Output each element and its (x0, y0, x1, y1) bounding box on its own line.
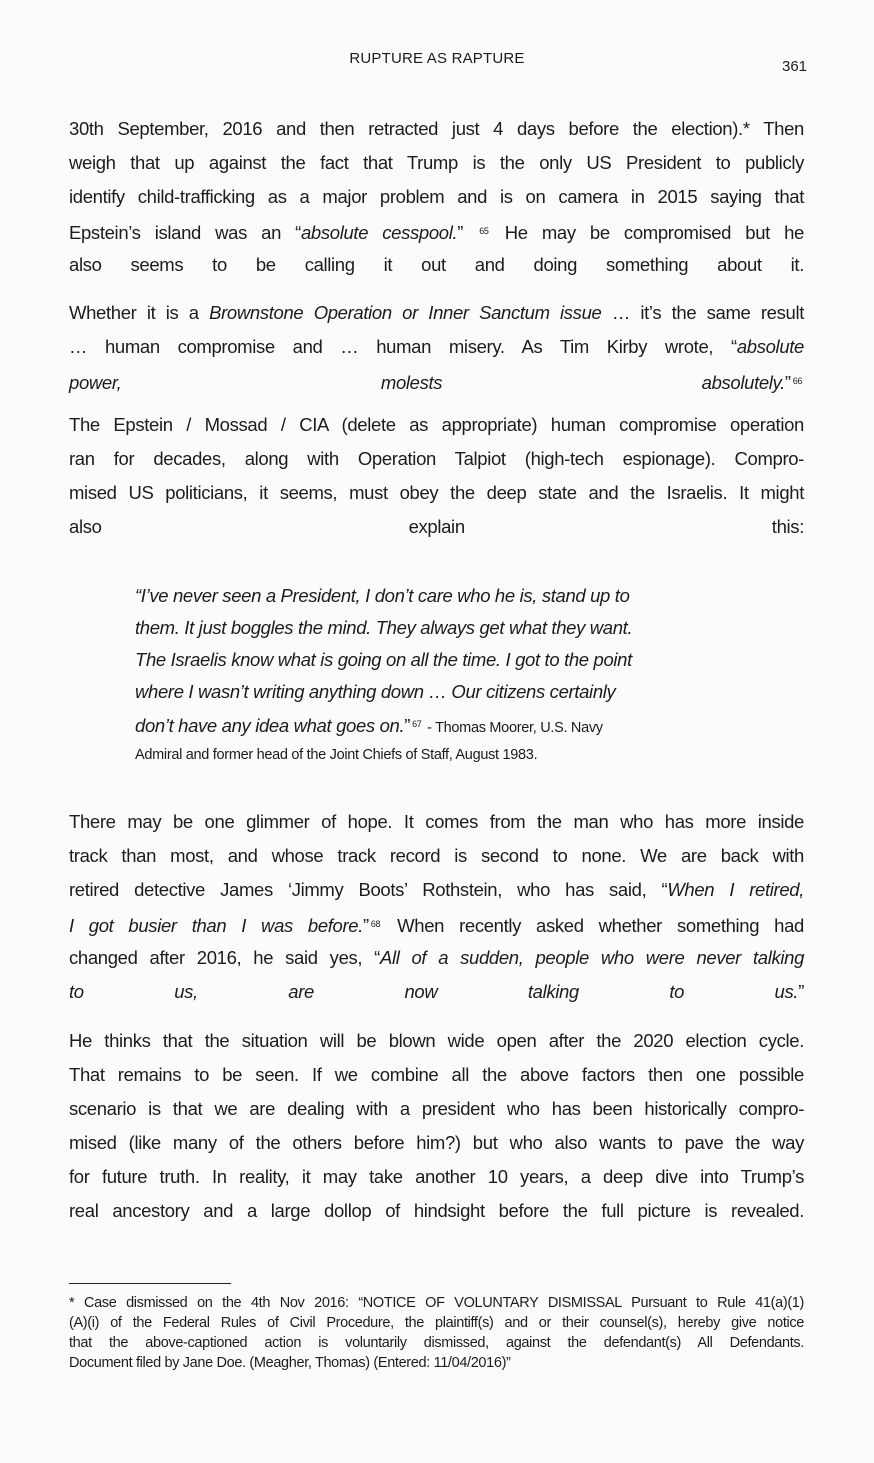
footnote-ref: 68 (370, 919, 381, 929)
text-run: Epstein’s island was an “ (69, 222, 301, 243)
text-run: The Epstein / Mossad / CIA (delete as appropriate) human compromise operation (69, 414, 804, 435)
text-line (69, 296, 804, 330)
text-line (69, 1058, 804, 1092)
text-run: ” (404, 715, 411, 736)
text-run: track than most, and whose track record is second to none. We are back with (69, 845, 804, 866)
footnote-ref: 67 (412, 719, 422, 729)
footnote (69, 1293, 804, 1373)
text-run: There may be one glimmer of hope. It comes from the man who has more inside (69, 811, 804, 832)
text-run: … it’s the same result (601, 302, 804, 323)
text-line (69, 1024, 804, 1058)
text-line (69, 839, 804, 873)
text-run: changed after 2016, he said yes, “ (69, 947, 380, 968)
text-run: mised US politicians, it seems, must obey the deep state and the Israelis. It might (69, 482, 804, 503)
text-run: ” (798, 981, 804, 1002)
text-line (69, 364, 804, 398)
text-run: also explain this: (69, 516, 804, 537)
text-run: ran for decades, along with Operation Talpiot (high-tech espionage). Compro- (69, 448, 804, 469)
text-run: power, molests absolutely. (69, 372, 785, 393)
text-run: That remains to be seen. If we combine all the above factors then one possible (69, 1064, 804, 1085)
paragraph (69, 112, 804, 282)
paragraph (69, 805, 804, 1009)
text-run: ” (784, 372, 791, 393)
text-line (69, 941, 804, 975)
text-line (69, 1194, 804, 1228)
text-run: ” (363, 915, 369, 936)
text-run: When recently asked whether something had (382, 915, 804, 936)
text-run: absolute cesspool. (300, 222, 458, 243)
text-line (69, 1353, 804, 1373)
text-run: All of a sudden, people who were never talking (380, 947, 805, 968)
text-run: where I wasn’t writing anything down … Our citizens certainly (135, 681, 616, 702)
text-run: … human compromise and … human misery. As Tim Kirby wrote, “ (69, 336, 737, 357)
text-line (69, 805, 804, 839)
text-line (69, 1092, 804, 1126)
text-line (135, 644, 735, 676)
text-line (135, 708, 735, 740)
running-header: RUPTURE AS RAPTURE (349, 50, 525, 67)
text-line (69, 146, 804, 180)
text-run: When I retired, (667, 879, 804, 900)
text-run: that the above-captioned action is voluntarily dismissed, against the defendant(s) All Defendants. (69, 1335, 804, 1351)
text-line (69, 907, 804, 941)
text-line (69, 1126, 804, 1160)
text-run: also seems to be calling it out and doing something about it. (69, 254, 804, 275)
text-run: - Thomas Moorer, U.S. Navy (423, 720, 603, 736)
text-run: He may be compromised but he (490, 222, 804, 243)
text-run: The Israelis know what is going on all the time. I got to the point (135, 649, 632, 670)
text-run: Document filed by Jane Doe. (Meagher, Thomas) (Entered: 11/04/2016)” (69, 1355, 511, 1371)
text-run: identify child-trafficking as a major problem and is on camera in 2015 saying that (69, 186, 804, 207)
text-line (135, 676, 735, 708)
footnote-ref: 66 (792, 376, 802, 386)
text-line (69, 408, 804, 442)
text-line (69, 112, 804, 146)
text-run: Whether it is a (69, 302, 210, 323)
paragraph (69, 296, 804, 398)
text-line (69, 873, 804, 907)
text-run: them. It just boggles the mind. They always get what they want. (135, 617, 633, 638)
text-run: 30th September, 2016 and then retracted just 4 days before the election).* Then (69, 118, 804, 139)
text-run: ” (457, 222, 478, 243)
text-line (69, 1160, 804, 1194)
text-line (69, 180, 804, 214)
text-run: “I’ve never seen a President, I don’t care who he is, stand up to (135, 585, 630, 606)
text-run: mised (like many of the others before him?) but who also wants to pave the way (69, 1132, 804, 1153)
text-run: retired detective James ‘Jimmy Boots’ Rothstein, who has said, “ (69, 879, 668, 900)
paragraph (69, 408, 804, 544)
paragraph (69, 1024, 804, 1228)
text-line (69, 442, 804, 476)
text-line (69, 476, 804, 510)
text-run: Brownstone Operation or Inner Sanctum issue (209, 302, 602, 323)
text-run: real ancestory and a large dollop of hindsight before the full picture is revealed. (69, 1200, 804, 1221)
text-run: He thinks that the situation will be blown wide open after the 2020 election cycle. (69, 1030, 804, 1051)
text-run: scenario is that we are dealing with a president who has been historically compro- (69, 1098, 804, 1119)
block-quote (135, 580, 735, 770)
text-line (69, 1333, 804, 1353)
footnote-ref: 65 (479, 226, 489, 236)
text-run: weigh that up against the fact that Trump is the only US President to publicly (69, 152, 804, 173)
text-line (69, 330, 804, 364)
footnote-divider (69, 1283, 231, 1284)
page-number: 361 (782, 58, 808, 75)
text-run: don’t have any idea what goes on. (135, 715, 405, 736)
text-run: (A)(i) of the Federal Rules of Civil Procedure, the plaintiff(s) and or their counsel(s), hereby give notice (69, 1315, 804, 1331)
text-line (69, 248, 804, 282)
text-line (135, 740, 735, 770)
text-run: Admiral and former head of the Joint Chiefs of Staff, August 1983. (135, 747, 538, 763)
text-run: to us, are now talking to us. (69, 981, 799, 1002)
text-line (69, 975, 804, 1009)
text-line (69, 1293, 804, 1313)
text-line (135, 580, 735, 612)
text-run: * Case dismissed on the 4th Nov 2016: “NOTICE OF VOLUNTARY DISMISSAL Pursuant to Rule 41(a)(1) (69, 1295, 804, 1311)
text-line (69, 1313, 804, 1333)
text-line (135, 612, 735, 644)
text-run: I got busier than I was before. (69, 915, 364, 936)
text-run: absolute (736, 336, 804, 357)
text-run: for future truth. In reality, it may take another 10 years, a deep dive into Trump’s (69, 1166, 804, 1187)
text-line (69, 214, 804, 248)
text-line (69, 510, 804, 544)
